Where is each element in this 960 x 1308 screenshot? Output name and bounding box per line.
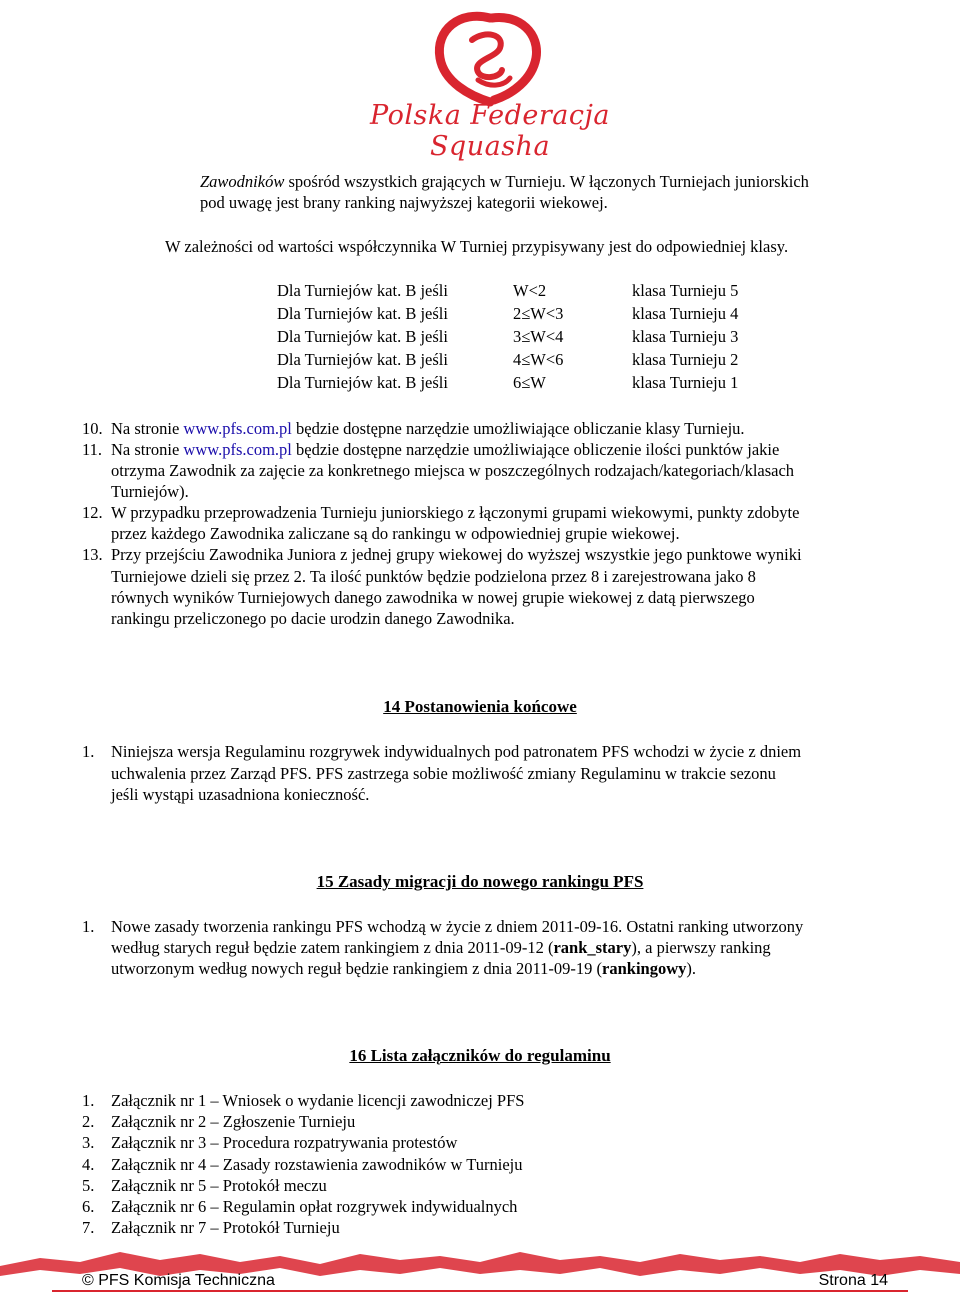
section-15-heading: 15 Zasady migracji do nowego rankingu PFS (316, 872, 644, 891)
logo-text: Polska Federacja Squasha (370, 100, 610, 162)
section-14-heading: 14 Postanowienia końcowe (383, 697, 577, 716)
item-12-number: 12. (82, 503, 103, 522)
class-row-class: klasa Turnieju 3 (632, 327, 739, 346)
item-13-line-2: Turniejowe dzieli się przez 2. Ta ilość punktów będzie podzielona przez 8 i zarejestrowana jako 8 (111, 567, 756, 586)
footer-divider (52, 1290, 908, 1292)
section-14-line-1: Niniejsza wersja Regulaminu rozgrywek indywidualnych pod patronatem PFS wchodzi w życie z dniem (111, 742, 802, 761)
list-item-number: 2. (82, 1112, 95, 1131)
item-12-line-2: przez każdego Zawodnika zaliczane są do rankingu w odpowiedniej grupie wiekowej. (111, 524, 680, 543)
class-row-cond: 2≤W<3 (513, 304, 564, 323)
class-row-label: Dla Turniejów kat. B jeśli (277, 373, 448, 392)
class-row-cond: W<2 (513, 281, 547, 300)
pfs-link[interactable]: www.pfs.com.pl (183, 440, 292, 459)
list-item: Załącznik nr 6 – Regulamin opłat rozgrywek indywidualnych (111, 1197, 518, 1216)
list-item: Załącznik nr 7 – Protokół Turnieju (111, 1218, 340, 1237)
section-15-line-1: Nowe zasady tworzenia rankingu PFS wchodzą w życie z dniem 2011-09-16. Ostatni ranking utworzony (111, 917, 804, 936)
item-11-line-1: Na stronie www.pfs.com.pl będzie dostępne narzędzie umożliwiające obliczenie ilości punktów jakie (111, 440, 780, 459)
list-item: Załącznik nr 2 – Zgłoszenie Turnieju (111, 1112, 356, 1131)
class-row-class: klasa Turnieju 1 (632, 373, 739, 392)
class-row-class: klasa Turnieju 2 (632, 350, 739, 369)
list-item: Załącznik nr 1 – Wniosek o wydanie licencji zawodniczej PFS (111, 1091, 525, 1110)
class-row-label: Dla Turniejów kat. B jeśli (277, 281, 448, 300)
intro-line-3: W zależności od wartości współczynnika W Turniej przypisywany jest do odpowiedniej klasy. (165, 237, 789, 256)
section-15-item-number: 1. (82, 917, 95, 936)
class-row-class: klasa Turnieju 5 (632, 281, 739, 300)
list-item-number: 4. (82, 1155, 95, 1174)
item-13-line-4: rankingu przeliczonego po dacie urodzin danego Zawodnika. (111, 609, 515, 628)
list-item-number: 7. (82, 1218, 95, 1237)
list-item: Załącznik nr 3 – Procedura rozpatrywania protestów (111, 1133, 458, 1152)
class-row-cond: 4≤W<6 (513, 350, 564, 369)
pfs-link[interactable]: www.pfs.com.pl (183, 419, 292, 438)
item-10-line-1: Na stronie www.pfs.com.pl będzie dostępne narzędzie umożliwiające obliczanie klasy Turnieju. (111, 419, 745, 438)
list-item-number: 5. (82, 1176, 95, 1195)
section-15-line-3: utworzonym według nowych reguł będzie rankingiem z dnia 2011-09-19 (rankingowy). (111, 959, 697, 978)
item-11-line-2: otrzyma Zawodnik za zajęcie za konkretnego miejsca w poszczególnych rodzajach/kategoriach/klasach (111, 461, 795, 480)
item-11-line-3: Turniejów). (111, 482, 189, 501)
class-row-cond: 6≤W (513, 373, 546, 392)
intro-line-1: Zawodników spośród wszystkich grających w Turnieju. W łączonych Turniejach juniorskich (200, 172, 809, 191)
footer-copyright: © PFS Komisja Techniczna (82, 1272, 275, 1289)
section-16-heading: 16 Lista załączników do regulaminu (349, 1046, 611, 1065)
section-14-item-number: 1. (82, 742, 95, 761)
list-item-number: 3. (82, 1133, 95, 1152)
section-14-line-2: uchwalenia przez Zarząd PFS. PFS zastrzega sobie możliwość zmiany Regulaminu w trakcie sezonu (111, 764, 776, 783)
class-row-label: Dla Turniejów kat. B jeśli (277, 350, 448, 369)
item-13-number: 13. (82, 545, 103, 564)
item-13-line-1: Przy przejściu Zawodnika Juniora z jednej grupy wiekowej do wyższej wszystkie jego punktowe wyniki (111, 545, 802, 564)
list-item-number: 6. (82, 1197, 95, 1216)
intro-line-2: pod uwagę jest brany ranking najwyższej kategorii wiekowej. (200, 193, 608, 212)
item-13-line-3: równych wyników Turniejowych danego zawodnika w nowej grupie wiekowej z datą pierwszego (111, 588, 755, 607)
list-item-number: 1. (82, 1091, 95, 1110)
section-14-line-3: jeśli wystąpi uzasadniona konieczność. (111, 785, 370, 804)
list-item: Załącznik nr 5 – Protokół meczu (111, 1176, 327, 1195)
item-10-number: 10. (82, 419, 103, 438)
class-row-label: Dla Turniejów kat. B jeśli (277, 327, 448, 346)
class-row-class: klasa Turnieju 4 (632, 304, 739, 323)
section-15-line-2: według starych reguł będzie zatem rankingiem z dnia 2011-09-12 (rank_stary), a pierwszy ranking (111, 938, 771, 957)
item-11-number: 11. (82, 440, 103, 459)
class-row-cond: 3≤W<4 (513, 327, 564, 346)
footer-page-number: Strona 14 (818, 1272, 888, 1289)
list-item: Załącznik nr 4 – Zasady rozstawienia zawodników w Turnieju (111, 1155, 523, 1174)
item-12-line-1: W przypadku przeprowadzenia Turnieju juniorskiego z łączonymi grupami wiekowymi, punkty zdobyte (111, 503, 800, 522)
class-row-label: Dla Turniejów kat. B jeśli (277, 304, 448, 323)
